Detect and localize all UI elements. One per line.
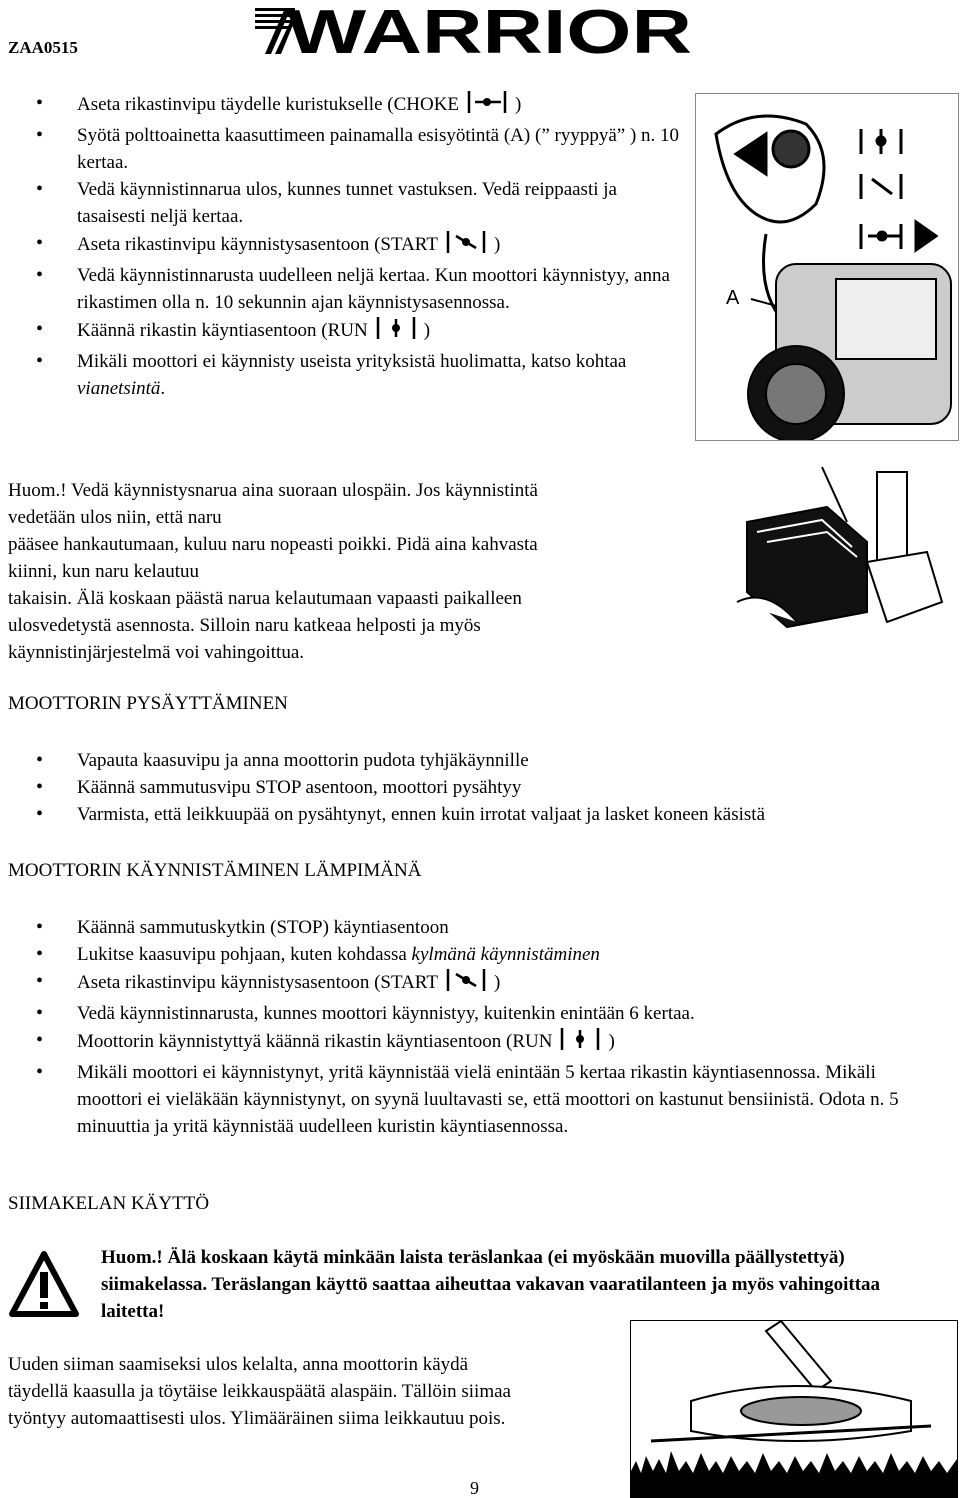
- list-item-emphasis: kylmänä käynnistäminen: [411, 944, 600, 965]
- svg-text:WARRIOR: WARRIOR: [287, 0, 692, 56]
- list-item-text: Aseta rikastinvipu käynnistysasentoon (START: [77, 234, 438, 255]
- line-feed-instructions: Uuden siiman saamiseksi ulos kelalta, anna moottorin käydä täydellä kaasulla ja töytäise leikkauspäätä alaspäin. Tällöin siimaa työntyy automaattisesti ulos. Ylimääräinen siima leikkautuu pois.: [8, 1354, 511, 1429]
- document-code: ZAA0515: [8, 38, 78, 57]
- warm-section-list: [0, 914, 900, 1140]
- choke-icon: [465, 90, 509, 122]
- note-line: takaisin. Älä koskaan päästä narua kelautumaan vapaasti paikalleen: [8, 588, 522, 609]
- list-item: [0, 262, 680, 316]
- engine-body-illustration: [748, 264, 951, 440]
- note-line: pääsee hankautumaan, kuluu naru nopeasti poikki. Pidä aina kahvasta: [8, 534, 538, 555]
- start-icon: [444, 230, 488, 262]
- list-item-suffix: .: [160, 378, 166, 399]
- list-item-text: Syötä polttoainetta kaasuttimeen painamalla esisyötintä (A) (” ryyppyä” ) n. 10 kertaa.: [77, 125, 680, 173]
- note-line: kiinni, kun naru kelautuu: [8, 561, 200, 582]
- note-line: Huom.! Vedä käynnistysnarua aina suoraan ulospäin. Jos käynnistintä: [8, 480, 538, 501]
- choke-position-icons: [861, 129, 936, 250]
- starter-engine-illustration: [737, 467, 942, 627]
- starter-pull-figure: [727, 462, 952, 634]
- stop-section-list: [0, 747, 960, 828]
- note-line: käynnistinjärjestelmä voi vahingoittua.: [8, 642, 305, 663]
- list-item: [0, 914, 900, 941]
- line-section-title: SIIMAKELAN KÄYTTÖ: [8, 1193, 210, 1214]
- cold-start-list: [0, 90, 680, 402]
- list-item: [0, 941, 900, 968]
- list-item: • Varmista, että leikkuupää on pysähtynyt, ennen kuin irrotat valjaat ja lasket koneen käsistä: [0, 801, 960, 828]
- starter-rope-note: [8, 477, 708, 666]
- run-icon: [374, 316, 418, 348]
- warm-section-title: MOOTTORIN KÄYNNISTÄMINEN LÄMPIMÄNÄ: [8, 860, 422, 881]
- list-item-text: Mikäli moottori ei käynnisty useista yrityksistä huolimatta, katso kohtaa: [77, 351, 627, 372]
- list-item: [0, 176, 680, 230]
- list-item: [0, 230, 680, 262]
- start-icon: [444, 968, 488, 1000]
- grass-illustration: [631, 1451, 957, 1497]
- list-item-text: Lukitse kaasuvipu pohjaan, kuten kohdassa: [77, 944, 407, 965]
- note-line: ulosvedetystä asennosta. Silloin naru katkeaa helposti ja myös: [8, 615, 481, 636]
- list-item-suffix: ): [493, 234, 501, 255]
- list-item-text: Aseta rikastinvipu täydelle kuristukselle (CHOKE: [77, 94, 460, 115]
- list-item: • Käännä sammutusvipu STOP asentoon, moottori pysähtyy: [0, 774, 960, 801]
- note-line: vedetään ulos niin, että naru: [8, 507, 222, 528]
- list-item-emphasis: vianetsintä: [77, 378, 161, 399]
- list-item-text: Vedä käynnistinnarua ulos, kunnes tunnet vastuksen. Vedä reippaasti ja tasaisesti neljä kertaa.: [77, 179, 617, 227]
- list-item-suffix: ): [515, 94, 522, 115]
- list-item: [0, 90, 680, 122]
- page-number: 9: [470, 1478, 479, 1498]
- list-item-text: Aseta rikastinvipu käynnistysasentoon (START: [77, 972, 438, 993]
- trimmer-head-figure: [630, 1320, 958, 1498]
- run-icon: [558, 1027, 602, 1059]
- list-item: • Vapauta kaasuvipu ja anna moottorin pudota tyhjäkäynnille: [0, 747, 960, 774]
- list-item-text: Käännä rikastin käyntiasentoon (RUN: [77, 320, 368, 341]
- list-item-suffix: ): [423, 320, 431, 341]
- warrior-logo-mark: [255, 0, 695, 56]
- steel-wire-warning: Huom.! Älä koskaan käytä minkään laista teräslankaa (ei myöskään muovilla päällystettyä) siimakelassa. Teräslangan käyttö saattaa aiheuttaa vakavan vaaratilanteen ja myös vahingoittaa laitetta!: [101, 1247, 881, 1322]
- list-item-text: Vedä käynnistinnarusta uudelleen neljä kertaa. Kun moottori käynnistyy, anna rikastimen olla n. 10 sekunnin ajan käynnistysasennossa.: [77, 265, 670, 313]
- list-item: [0, 348, 680, 402]
- list-item-text: Vedä käynnistinnarusta, kunnes moottori käynnistyy, kuitenkin enintään 6 kertaa.: [77, 1003, 695, 1024]
- stop-section-title: MOOTTORIN PYSÄYTTÄMINEN: [8, 693, 288, 714]
- list-item: [0, 122, 680, 176]
- list-item: [0, 1059, 900, 1140]
- list-item: [0, 1027, 900, 1059]
- trimmer-head-illustration: [651, 1321, 931, 1441]
- list-item-text: Mikäli moottori ei käynnistynyt, yritä käynnistää vielä enintään 5 kertaa rikastin käyntiasennossa. Mikäli moottori ei vieläkään käynnistynyt, on syynä luultavasti se, että moottori on kastunut bensiinistä. Odota n. 5 minuuttia ja yritä käynnistää uudelleen kuristin käyntiasennossa.: [77, 1062, 899, 1137]
- primer-label: A: [726, 287, 740, 309]
- choke-figure: [695, 93, 959, 441]
- list-item-text: Moottorin käynnistyttyä käännä rikastin käyntiasentoon (RUN: [77, 1031, 553, 1052]
- list-item-text: Käännä sammutuskytkin (STOP) käyntiasentoon: [77, 917, 449, 938]
- list-item: [0, 1000, 900, 1027]
- list-item: [0, 316, 680, 348]
- list-item-suffix: ): [493, 972, 501, 993]
- list-item-suffix: ): [608, 1031, 615, 1052]
- list-item: [0, 968, 900, 1000]
- brand-logo: [255, 0, 695, 61]
- warning-icon: [8, 1250, 80, 1325]
